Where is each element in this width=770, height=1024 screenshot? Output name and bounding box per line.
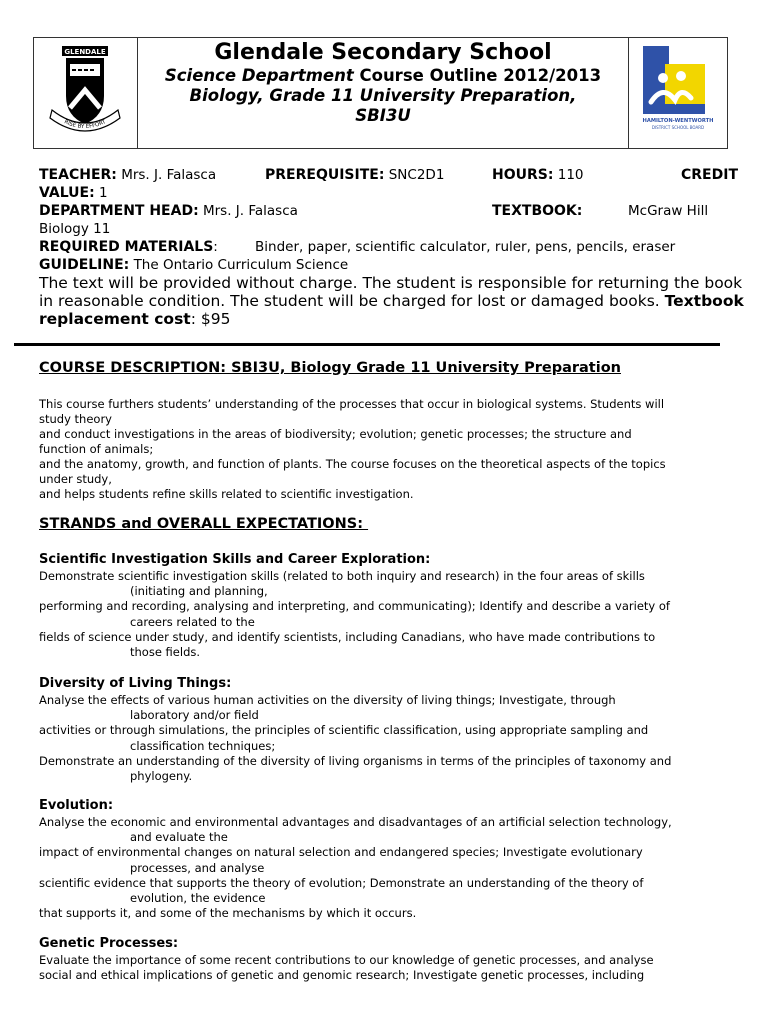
- expectation-line: fields of science under study, and identify scientists, including Canadians, who have made contributions to: [39, 629, 656, 644]
- expectation-line: phylogeny.: [130, 769, 193, 784]
- description-line: under study,: [39, 472, 112, 486]
- school-name: Glendale Secondary School: [214, 40, 552, 65]
- note-line-2: in reasonable condition. The student will be charged for lost or damaged books.: [39, 292, 665, 310]
- strand-expectations-evolution: [39, 815, 749, 921]
- teacher-value: Mrs. J. Falasca: [121, 167, 217, 183]
- board-logo: [629, 38, 727, 148]
- strand-title-diversity: Diversity of Living Things:: [39, 676, 232, 691]
- note-line-1: The text will be provided without charge. The student is responsible for returning the book: [39, 274, 743, 292]
- description-line: This course furthers students’ understanding of the processes that occur in biological systems. Students will: [39, 397, 665, 411]
- department-name: Science Department: [164, 66, 354, 85]
- hours-value: 110: [557, 167, 584, 183]
- replacement-cost-label: replacement cost: [39, 310, 191, 328]
- course-name-line: Biology, Grade 11 University Preparation,: [189, 86, 577, 105]
- info-row-5: [39, 238, 751, 256]
- expectation-line: activities or through simulations, the principles of scientific classification, using appropriate sampling and: [39, 723, 649, 738]
- strand-title-scientific-investigation: Scientific Investigation Skills and Career Exploration:: [39, 552, 431, 567]
- expectation-line: careers related to the: [130, 614, 255, 629]
- info-row-4: [39, 220, 751, 238]
- guideline-label: GUIDELINE:: [39, 257, 130, 273]
- course-outline-line: [138, 66, 628, 86]
- expectation-line: laboratory and/or field: [130, 708, 259, 723]
- textbook-note-line-1: [39, 274, 751, 292]
- textbook-note-line-3: [39, 310, 751, 328]
- info-row-3: [39, 202, 751, 220]
- textbook-label: TEXTBOOK:: [492, 203, 583, 219]
- expectation-line: (initiating and planning,: [130, 584, 268, 599]
- expectation-line: Evaluate the importance of some recent contributions to our knowledge of genetic processes, and analyse: [39, 953, 654, 967]
- strand-title-evolution: Evolution:: [39, 798, 114, 813]
- description-line: function of animals;: [39, 442, 154, 456]
- course-code: SBI3U: [355, 106, 411, 125]
- expectation-line: and evaluate the: [130, 830, 228, 845]
- header-box: [33, 37, 728, 149]
- expectation-line: Analyse the effects of various human activities on the diversity of living things; Investigate, through: [39, 693, 616, 707]
- materials-value: Binder, paper, scientific calculator, ruler, pens, pencils, eraser: [255, 239, 676, 255]
- expectation-line: Demonstrate an understanding of the diversity of living organisms in terms of the principles of taxonomy and: [39, 753, 672, 768]
- expectation-line: those fields.: [130, 645, 201, 660]
- description-line: and the anatomy, growth, and function of plants. The course focuses on the theoretical aspects of the topics: [39, 457, 666, 471]
- info-row-2: [39, 184, 751, 202]
- textbook-value-2: Biology 11: [39, 221, 111, 237]
- value-label: VALUE:: [39, 185, 95, 201]
- course-info: [39, 166, 751, 328]
- expectation-line: processes, and analyse: [130, 860, 265, 875]
- horizontal-divider: [14, 343, 720, 346]
- description-line: and helps students refine skills related to scientific investigation.: [39, 487, 414, 501]
- replacement-cost-value: : $95: [190, 310, 231, 328]
- materials-label: REQUIRED MATERIALS: [39, 239, 214, 255]
- expectation-line: performing and recording, analysing and interpreting, and communicating); Identify and describe a variety of: [39, 599, 670, 614]
- department-head-value: Mrs. J. Falasca: [202, 203, 298, 219]
- crest-top-text: GLENDALE: [64, 48, 106, 56]
- prerequisite-value: SNC2D1: [388, 167, 445, 183]
- materials-colon: :: [213, 239, 218, 255]
- info-row-1: [39, 166, 751, 184]
- expectation-line: scientific evidence that supports the theory of evolution; Demonstrate an understanding of the theory of: [39, 875, 644, 890]
- outline-year: Course Outline 2012/2013: [353, 66, 602, 85]
- expectation-line: impact of environmental changes on natural selection and endangered species; Investigate evolutionary: [39, 845, 643, 860]
- expectation-line: Demonstrate scientific investigation skills (related to both inquiry and research) in the four areas of skills: [39, 569, 645, 583]
- expectation-line: classification techniques;: [130, 738, 276, 753]
- note-line-2-bold: Textbook: [664, 292, 744, 310]
- expectation-line: social and ethical implications of genetic and genomic research; Investigate genetic processes, including: [39, 968, 645, 983]
- strand-title-genetic-processes: Genetic Processes:: [39, 936, 179, 951]
- board-sub-text: DISTRICT SCHOOL BOARD: [651, 125, 705, 130]
- department-head-label: DEPARTMENT HEAD:: [39, 203, 199, 219]
- course-description-text: [39, 397, 739, 502]
- info-row-6: [39, 256, 751, 274]
- crest-motto-text: RISE BY EFFORT: [63, 119, 107, 131]
- strand-expectations-scientific-investigation: [39, 569, 749, 660]
- strand-expectations-genetic-processes: [39, 953, 749, 983]
- strands-heading: STRANDS and OVERALL EXPECTATIONS:: [39, 516, 369, 532]
- credit-label: CREDIT: [681, 167, 738, 183]
- header-title-cell: [138, 38, 628, 148]
- expectation-line: that supports it, and some of the mechanisms by which it occurs.: [39, 906, 417, 921]
- board-name-text: HAMILTON-WENTWORTH: [642, 118, 714, 124]
- textbook-value: McGraw Hill: [628, 203, 709, 219]
- value-value: 1: [98, 185, 108, 201]
- school-crest-cell: [34, 38, 138, 148]
- prerequisite-label: PREREQUISITE:: [265, 167, 385, 183]
- description-line: study theory: [39, 412, 112, 426]
- textbook-note-line-2: [39, 292, 751, 310]
- description-line: and conduct investigations in the areas of biodiversity; evolution; genetic processes; the structure and: [39, 427, 632, 441]
- strand-expectations-diversity: [39, 693, 749, 784]
- teacher-label: TEACHER:: [39, 167, 117, 183]
- expectation-line: evolution, the evidence: [130, 891, 266, 906]
- school-crest-logo: [34, 38, 137, 148]
- hours-label: HOURS:: [492, 167, 554, 183]
- guideline-value: The Ontario Curriculum Science: [133, 257, 349, 273]
- course-description-heading: COURSE DESCRIPTION: SBI3U, Biology Grade 11 University Preparation: [39, 360, 621, 376]
- expectation-line: Analyse the economic and environmental advantages and disadvantages of an artificial selection technology,: [39, 815, 672, 829]
- board-logo-cell: [628, 38, 727, 148]
